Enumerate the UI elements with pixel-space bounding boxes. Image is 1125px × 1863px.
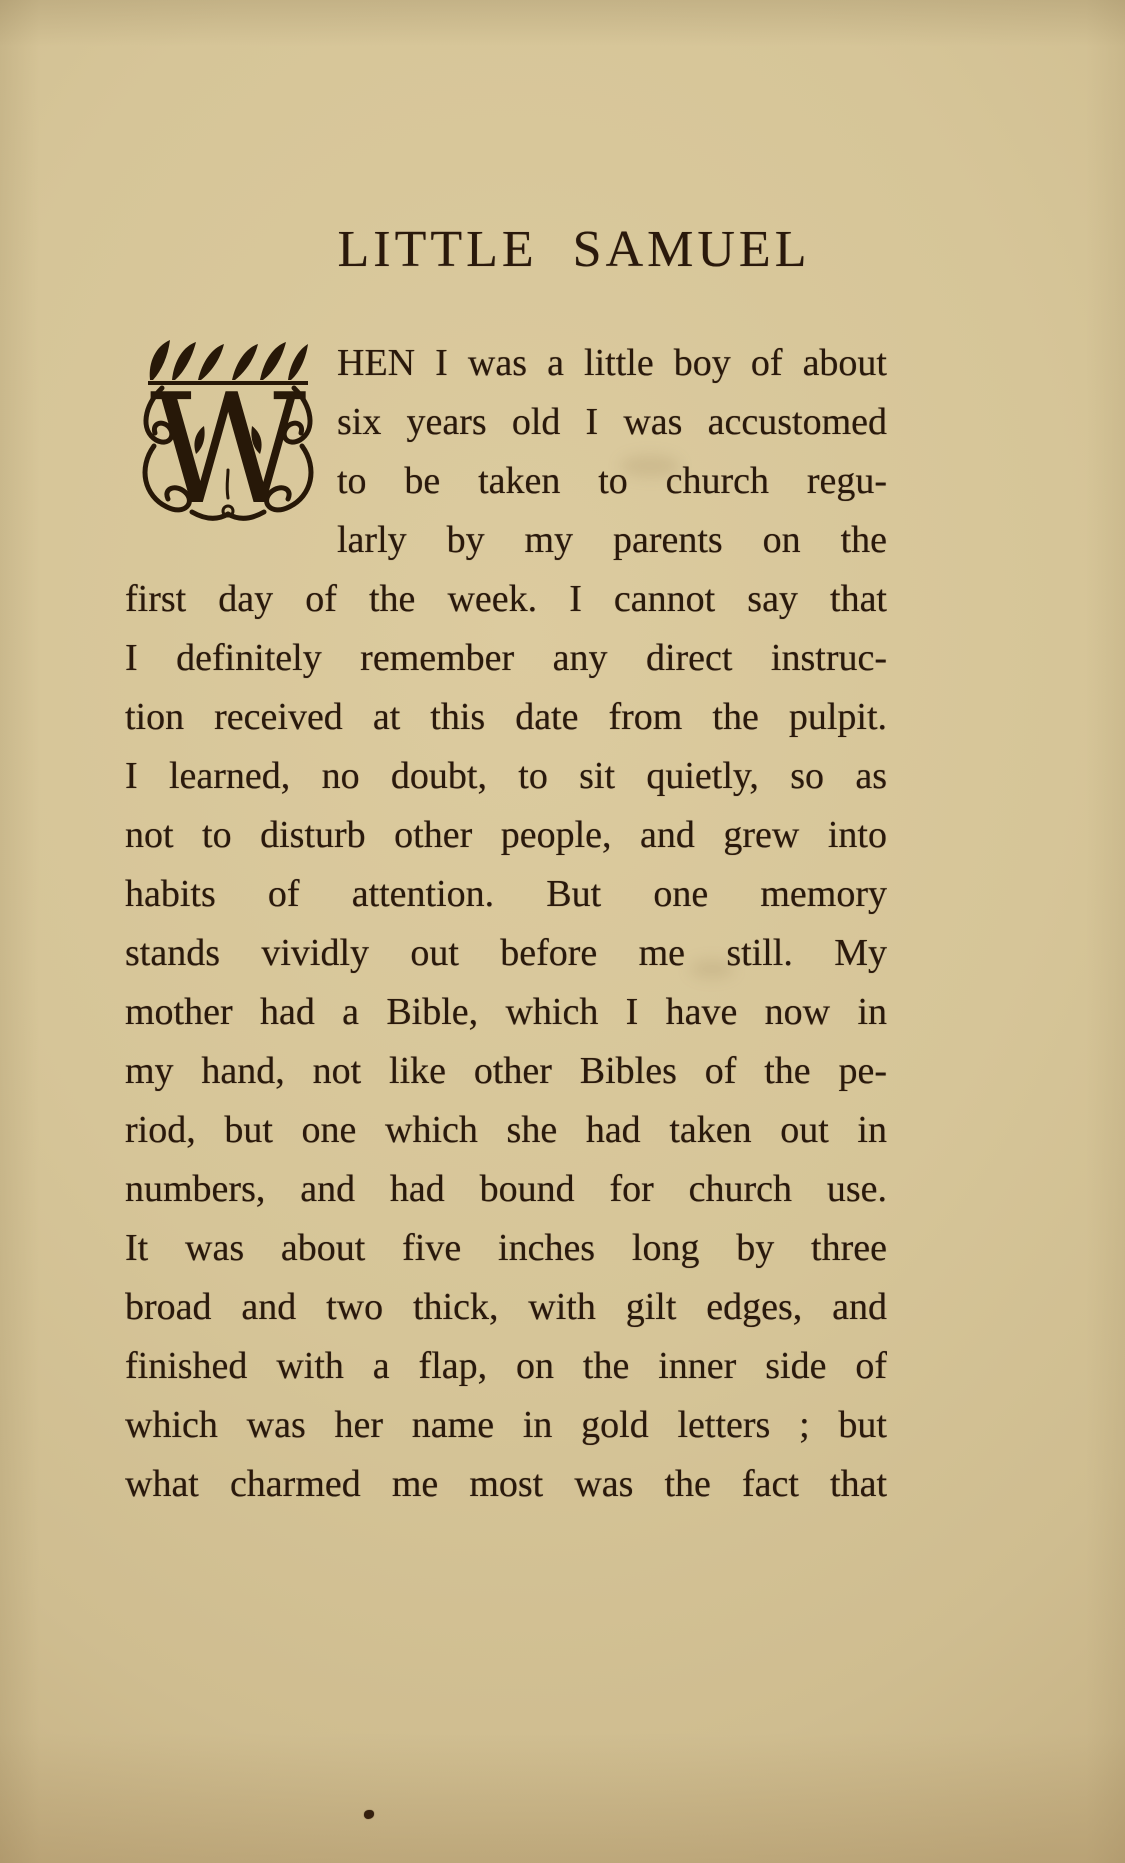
chapter-title: LITTLE SAMUEL [337,221,811,278]
text-line: riod, but one which she had taken out in [125,1109,887,1151]
drop-cap-letter: W [149,361,307,526]
text-line: what charmed me most was the fact that [125,1463,887,1505]
paragraph-block [125,334,887,1514]
text-line: numbers, and had bound for church use. [125,1168,887,1210]
paper-smudge [620,455,680,477]
text-line: stands vividly out before me still. My [125,932,887,974]
text-line: broad and two thick, with gilt edges, and [125,1286,887,1328]
text-line: my hand, not like other Bibles of the pe- [125,1050,887,1092]
ink-speck [364,1810,374,1819]
text-line: HEN I was a little boy of about [337,342,887,384]
text-line: which was her name in gold letters ; but [125,1404,887,1446]
paper-smudge [690,960,734,978]
text-line: tion received at this date from the pulpit. [125,696,887,738]
text-line: not to disturb other people, and grew into [125,814,887,856]
text-line: to be taken to church regu- [337,460,887,502]
text-line: six years old I was accustomed [337,401,887,443]
text-line: I learned, no doubt, to sit quietly, so as [125,755,887,797]
text-line: It was about five inches long by three [125,1227,887,1269]
text-line: I definitely remember any direct instruc- [125,637,887,679]
text-line: finished with a flap, on the inner side of [125,1345,887,1387]
text-line: mother had a Bible, which I have now in [125,991,887,1033]
text-line: larly by my parents on the [337,519,887,561]
text-line: first day of the week. I cannot say that [125,578,887,620]
text-line: habits of attention. But one memory [125,873,887,915]
